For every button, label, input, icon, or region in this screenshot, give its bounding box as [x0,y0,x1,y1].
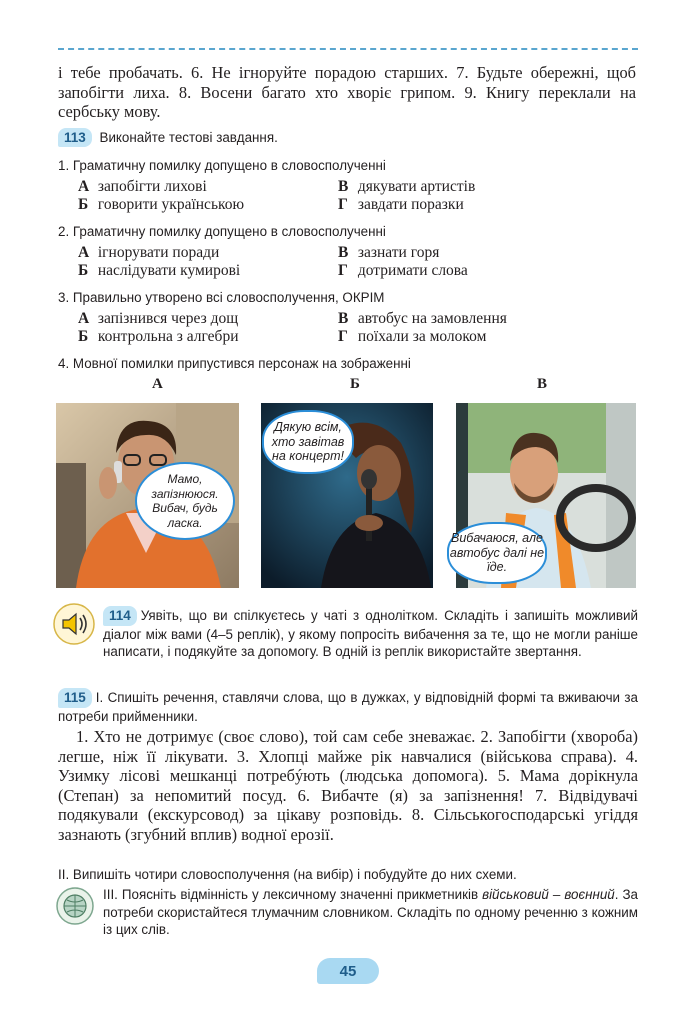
bubble-b: Дякую всім, хто завітав на концерт! [262,410,354,474]
ex114-number: 114 [103,606,137,626]
q1-option-v: В дякувати артистів [338,178,476,195]
dictionary-globe-icon [55,886,95,926]
q1-option-g: Г завдати поразки [338,196,464,213]
ex114-text: Уявіть, що ви спілкуєтесь у чаті з однолітком. Складіть і запишіть можливий діалог між вами (4–5 реплік), у якому попросіть вибачення за те, що не могли раніше написати, і подякуйте за допомогу. В одній із реплік використайте звертання. [103,608,638,659]
ex114-block [103,606,638,661]
bubble-a: Мамо, запізнююся. Вибач, будь ласка. [135,462,235,540]
q2-option-b: Б наслідувати кумирові [78,262,241,279]
ex115-part3-words: військовий – воєнний [482,887,615,902]
q2-text: 2. Граматичну помилку допущено в словосполученні [58,224,386,239]
ex115-part1-text: І. Спишіть речення, ставлячи слова, що в дужках, у відповідній формі та вживаючи за потреби прийменники. [58,690,638,724]
ex115-part1 [58,688,638,725]
q1-options [78,178,598,214]
ex115-number: 115 [58,688,92,708]
q2-option-a: А ігнорувати поради [78,244,220,261]
q4-text: 4. Мовної помилки припустився персонаж на зображенні [58,356,411,371]
q1-text: 1. Граматичну помилку допущено в словосполученні [58,158,386,173]
image-label-a: А [152,376,163,392]
q2-options [78,244,598,280]
ex113-number: 113 [58,128,92,147]
top-dashed-divider [58,48,638,50]
top-paragraph: і тебе пробачать. 6. Не ігноруйте порадою старших. 7. Будьте обережні, щоб запобігти лиха. 8. Восени багато хто хворіє грипом. 9. Книгу переклали на сербську мову. [58,63,636,121]
ex113-instruction: Виконайте тестові завдання. [99,130,278,145]
q2-option-v: В зазнати горя [338,244,440,261]
audio-speaker-icon[interactable] [53,603,95,645]
image-label-b: Б [350,376,360,392]
ex115-part2: ІІ. Випишіть чотири словосполучення (на вибір) і побудуйте до них схеми. [58,867,517,882]
q1-option-a: А запобігти лихові [78,178,207,195]
image-label-v: В [537,376,548,392]
ex113-header [58,128,278,147]
q3-text: 3. Правильно утворено всі словосполучення, ОКРІМ [58,290,385,305]
q1-option-b: Б говорити українською [78,196,245,213]
q3-option-v: В автобус на замовлення [338,310,507,327]
q2-option-g: Г дотримати слова [338,262,468,279]
q3-option-g: Г поїхали за молоком [338,328,487,345]
q3-option-b: Б контрольна з алгебри [78,328,239,345]
q3-option-a: А запізнився через дощ [78,310,239,327]
ex115-sentences: 1. Хто не дотримує (своє слово), той сам себе зневажає. 2. Запобігти (хвороба) легше, ніж її лікувати. 3. Хлопці майже рік навчалися (військова справа). 4. Узимку лісові мешканці потребýють (людська допомога). 5. Мама дорікнула (Степан) за непомитий посуд. 6. Вибачте (я) за запізнення! 7. Відвідувачі подякували (екскурсовод) за цікаву розповідь. 8. Сільськогосподарські угіддя зазнають (згубний вплив) водної ерозії. [58,727,638,844]
ex115-part3: ІІІ. Поясніть відмінність у лексичному значенні прикметників військовий – воєнний. За потреби скористайтеся тлумачним словником. Складіть по одному реченню з кожним із цих слів. [103,887,638,937]
bubble-v: Вибачаюся, але автобус далі не їде. [447,522,547,584]
q3-options [78,310,598,346]
page-number: 45 [317,958,379,984]
